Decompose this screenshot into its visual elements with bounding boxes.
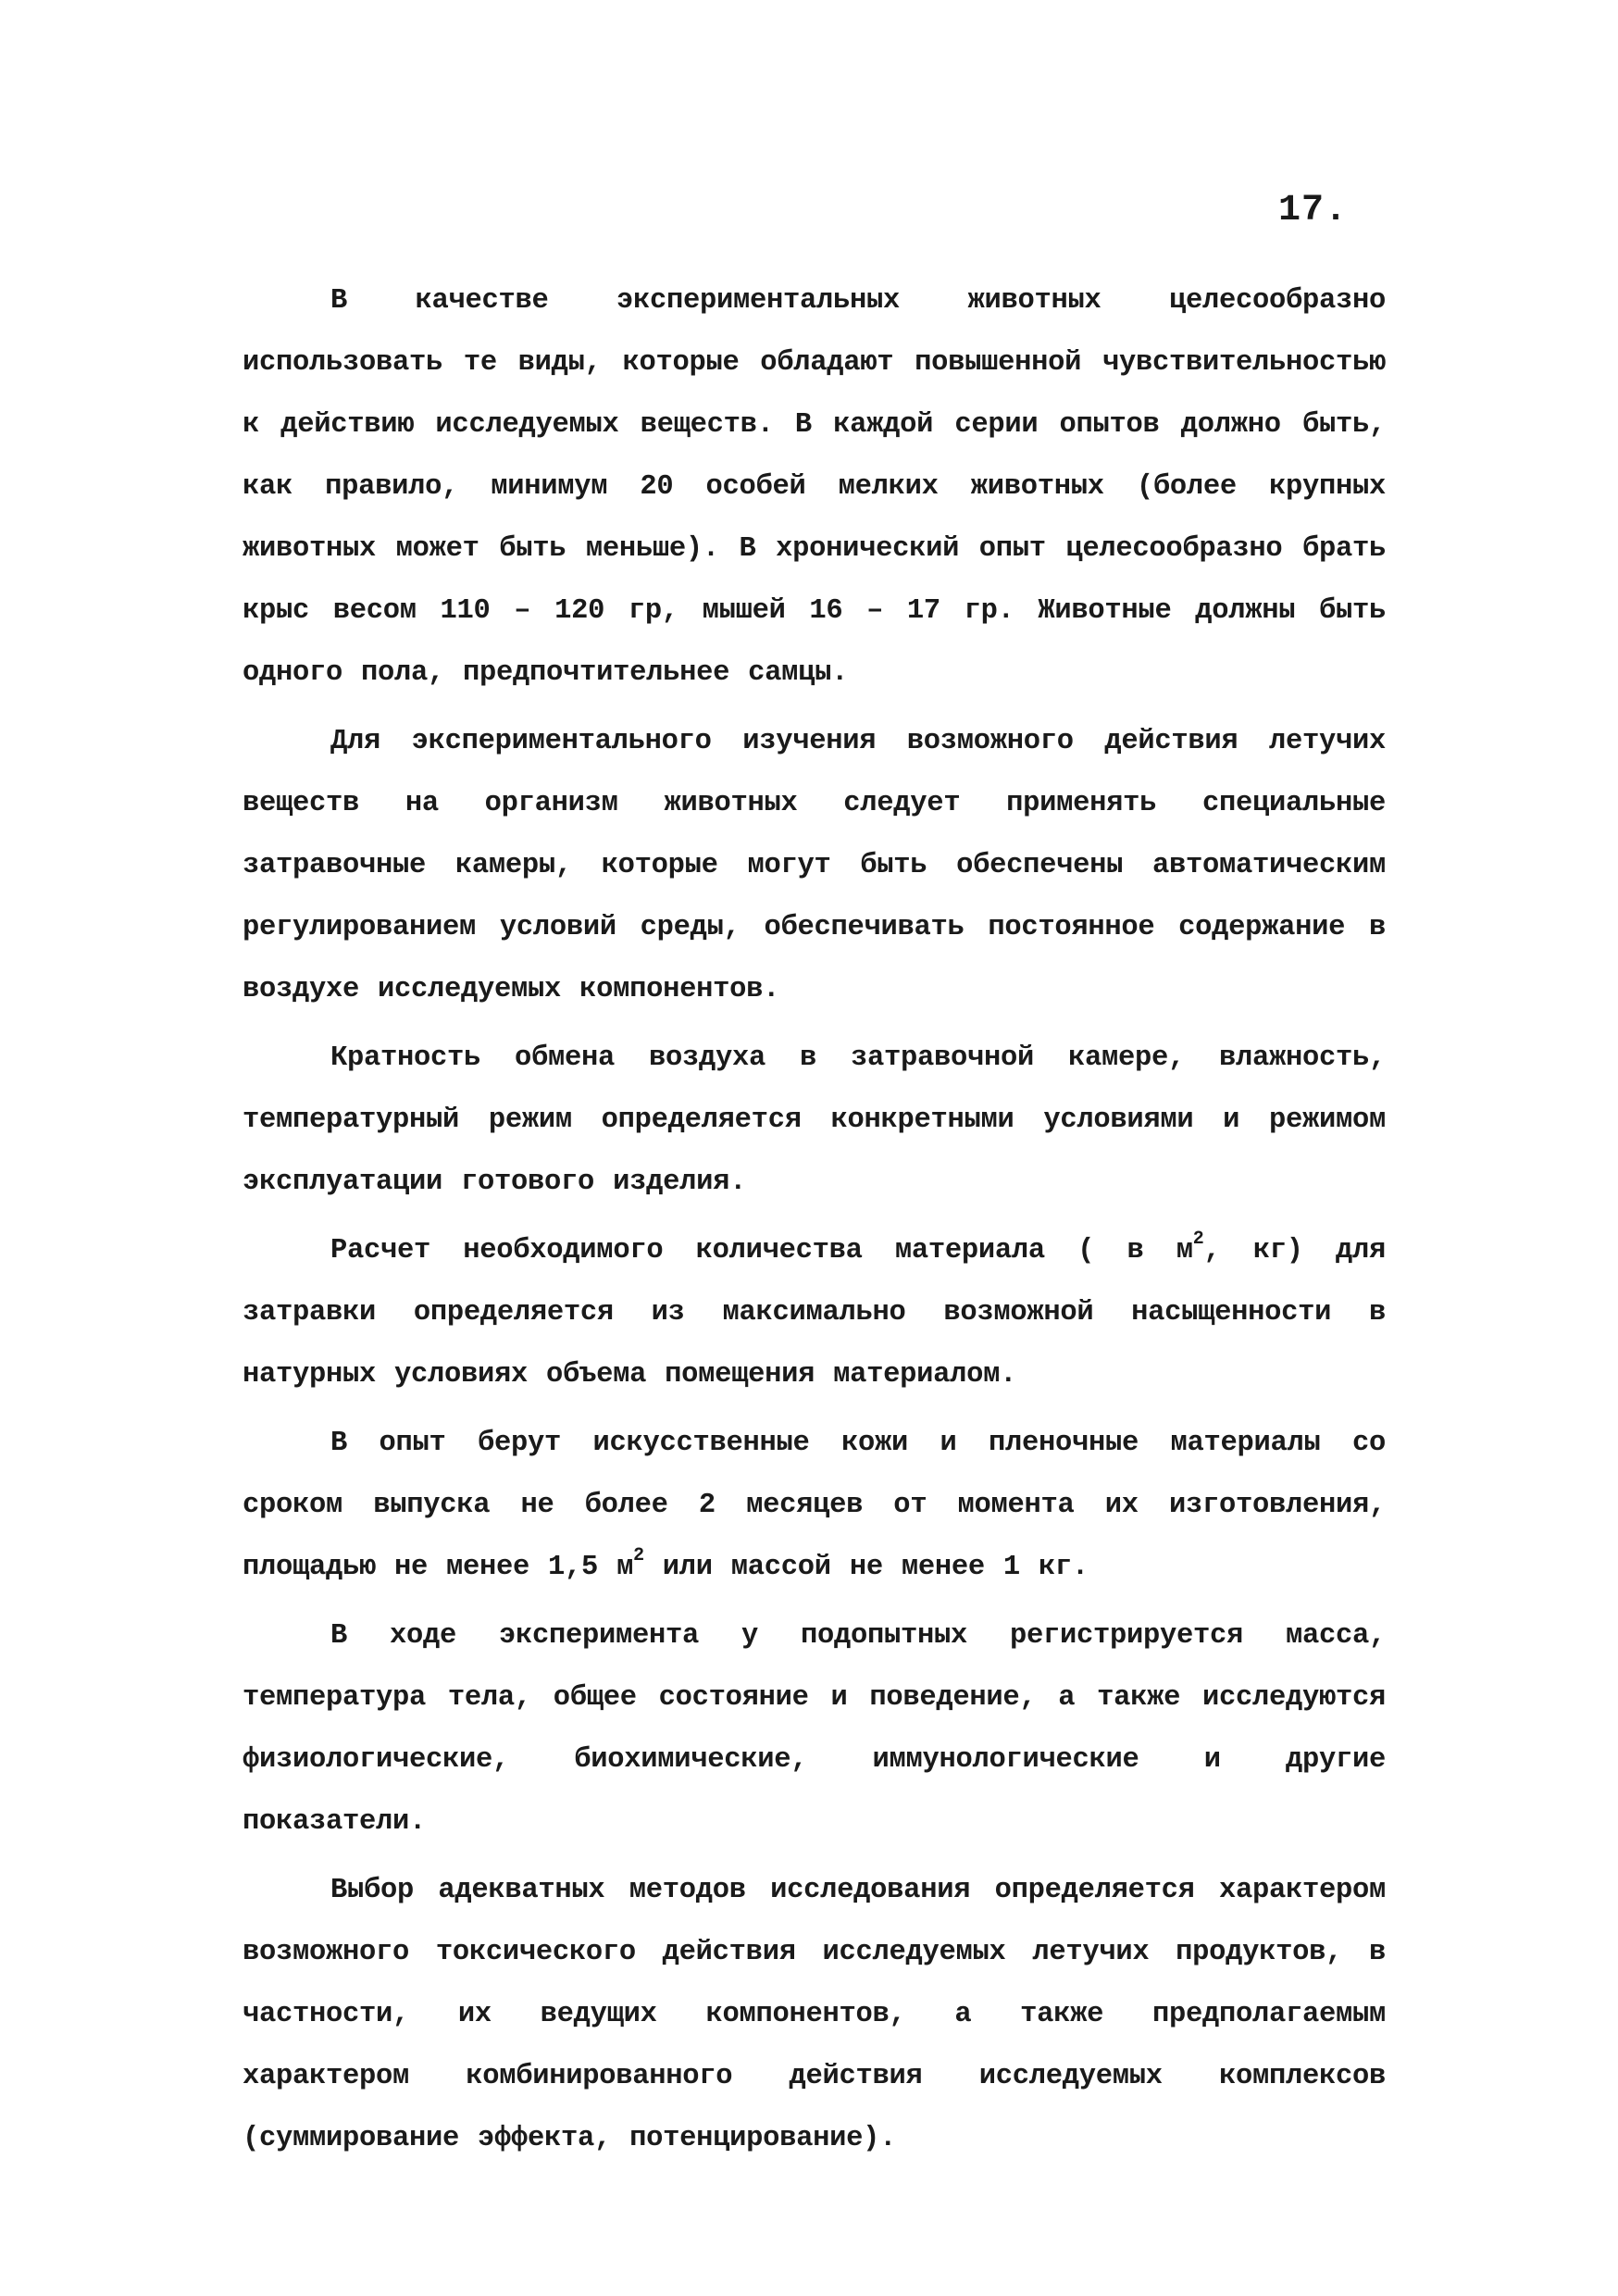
superscript: 2 xyxy=(633,1544,644,1566)
paragraph-sample-requirements xyxy=(243,1413,1386,1599)
paragraph-method-selection: Выбор адекватных методов исследования определяется характером возможного токсического действия исследуемых летучих продуктов, в частности, их ведущих компонентов, а также предполагаемым характером комбинированного действия исследуемых комплексов (суммирование эффекта, потенцирование). xyxy=(243,1875,1386,2154)
superscript: 2 xyxy=(1192,1228,1204,1250)
page-number: 17. xyxy=(1277,190,1348,231)
paragraph-observations: В ходе эксперимента у подопытных регистрируется масса, температура тела, общее состояние и поведение, а также исследуются физиологические, биохимические, иммунологические и другие показатели. xyxy=(243,1620,1386,1838)
body-text xyxy=(243,270,1386,2177)
paragraph-text-part: В опыт берут искусственные кожи и пленочные материалы со сроком выпуска не более 2 месяцев от момента их изготовления, площадью не менее 1,5 м xyxy=(243,1428,1386,1583)
paragraph-material-calculation xyxy=(243,1220,1386,1406)
paragraph-test-animals: В качестве экспериментальных животных целесообразно использовать те виды, которые обладают повышенной чувствительностью к действию исследуемых веществ. В каждой серии опытов должно быть, как правило, минимум 20 особей мелких животных (более крупных животных может быть меньше). В хронический опыт целесообразно брать крыс весом 110 – 120 гр, мышей 16 – 17 гр. Животные должны быть одного пола, предпочтительнее самцы. xyxy=(243,285,1386,689)
paragraph-text-part: или массой не менее 1 кг. xyxy=(643,1552,1089,1583)
paragraph-text-part: , кг) для затравки определяется из максимально возможной насыщенности в натурных условиях объема помещения материалом. xyxy=(243,1235,1386,1391)
paragraph-air-exchange: Кратность обмена воздуха в затравочной камере, влажность, температурный режим определяется конкретными условиями и режимом эксплуатации готового изделия. xyxy=(243,1042,1386,1198)
paragraph-exposure-chambers: Для экспериментального изучения возможного действия летучих веществ на организм животных следует применять специальные затравочные камеры, которые могут быть обеспечены автоматическим регулированием условий среды, обеспечивать постоянное содержание в воздухе исследуемых компонентов. xyxy=(243,726,1386,1005)
paragraph-text-part: Расчет необходимого количества материала ( в м xyxy=(330,1235,1193,1267)
